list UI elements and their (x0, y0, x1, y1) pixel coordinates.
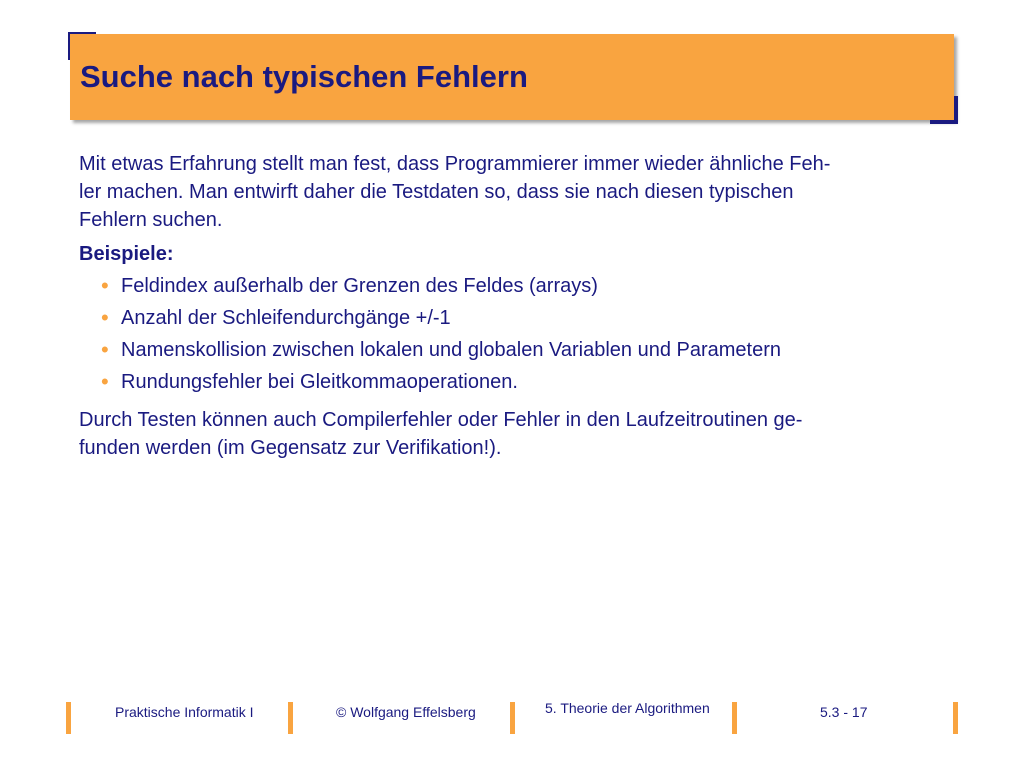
intro-line: Mit etwas Erfahrung stellt man fest, dass Programmierer immer wieder ähnliche Feh- (79, 153, 831, 175)
list-item (79, 366, 929, 398)
list-item-text: Anzahl der Schleifendurchgänge +/-1 (121, 307, 451, 329)
closing-line: Durch Testen können auch Compilerfehler oder Fehler in den Laufzeitroutinen ge- (79, 409, 803, 431)
slide-body (79, 150, 929, 468)
slide-footer (0, 690, 1024, 740)
footer-page-number: 5.3 - 17 (820, 704, 868, 720)
footer-chapter: 5. Theorie der Algorithmen (545, 700, 710, 716)
list-item-text: Feldindex außerhalb der Grenzen des Feldes (arrays) (121, 275, 598, 297)
list-item (79, 302, 929, 334)
examples-list (79, 270, 929, 398)
footer-divider (732, 702, 737, 734)
footer-divider (510, 702, 515, 734)
intro-line: ler machen. Man entwirft daher die Testdaten so, dass sie nach diesen typischen (79, 181, 794, 203)
bullet-icon: • (101, 273, 109, 298)
intro-line: Fehlern suchen. (79, 209, 223, 231)
list-item (79, 270, 929, 302)
bullet-icon: • (101, 369, 109, 394)
examples-heading: Beispiele: (79, 243, 174, 265)
footer-divider (953, 702, 958, 734)
bullet-icon: • (101, 337, 109, 362)
closing-line: funden werden (im Gegensatz zur Verifikation!). (79, 437, 502, 459)
bullet-icon: • (101, 305, 109, 330)
intro-paragraph (79, 150, 929, 234)
footer-course: Praktische Informatik I (115, 704, 254, 720)
list-item (79, 334, 929, 366)
slide-title: Suche nach typischen Fehlern (80, 59, 528, 94)
list-item-text: Rundungsfehler bei Gleitkommaoperationen. (121, 371, 518, 393)
list-item-text: Namenskollision zwischen lokalen und globalen Variablen und Parametern (121, 339, 782, 361)
title-corner-bottom-right-vertical (954, 96, 958, 124)
footer-divider (66, 702, 71, 734)
title-banner (70, 34, 954, 120)
footer-divider (288, 702, 293, 734)
footer-author: © Wolfgang Effelsberg (336, 704, 476, 720)
closing-paragraph (79, 406, 929, 462)
